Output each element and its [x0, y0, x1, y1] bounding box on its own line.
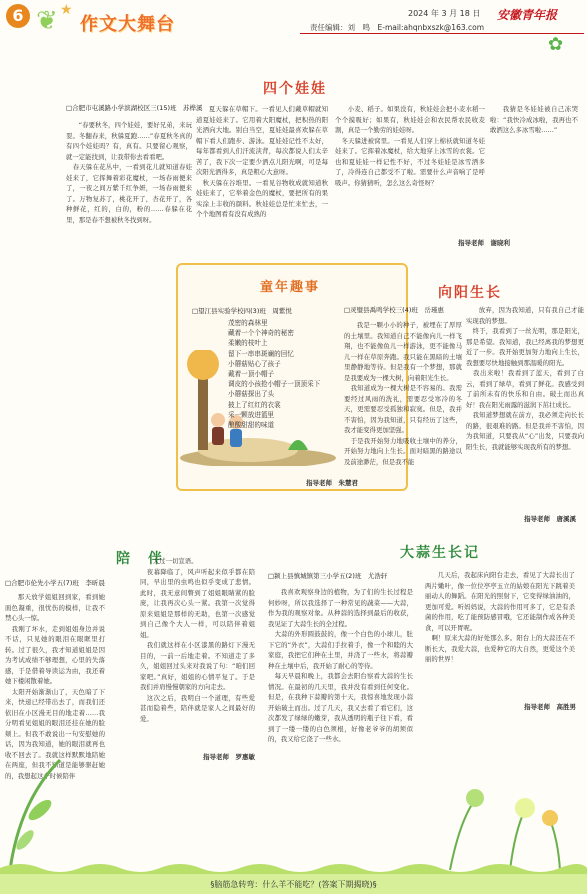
article-text: 我是一颗小小的种子，被埋在了厚厚的土壤里。我知道自己不能像向儿一样飞翔，也不能像鱼儿一样游泳，更不能像马儿一样在草原奔跑。我只能在黑暗的土壤里静静地等待。但是我有一个梦想，那就是我要成为一棵大树，向着阳光生长。 我知道成为一棵大树是不容易的。我需要经过风雨的洗礼，需要忍受寒冷的冬天，更需要忍受孤独和寂寞。但是，我并不害怕，因为我知道，只有经历了这些，我才能变得更加坚强。 于是我开始努力地吸收土壤中的养分，开始努力地向上生长。面对暗黑的路途以及前途渺茫，但是我不能 [344, 321, 462, 466]
poem-line: 酿酸甜甜的味道 [228, 421, 275, 430]
poem-line: 小蘑菇探出了头 [228, 390, 275, 399]
teacher-credit: 指导老师 高胜男 [524, 703, 576, 711]
poem-line: 小蘑菇贴心了孩子 [228, 359, 281, 368]
article-byline: □合肥市屯溪路小学滨湖校区三(15)班 苏桦溪 [66, 104, 203, 112]
poem-line: 采一颗放进篮里 [228, 410, 275, 419]
publication-date: 2024 年 3 月 18 日 [408, 9, 481, 18]
poem-line: 留下一串串斑斓的回忆 [228, 349, 294, 358]
teacher-credit: 指导老师 唐溪溪 [524, 515, 576, 523]
article-byline: □合肥市伦先小学五(7)班 李昕晨 [5, 579, 105, 587]
teacher-credit: 指导老师 朱慧君 [306, 479, 358, 487]
article-text: 几天后，我起床向阳台走去，看见了大蒜长出了两片嫩叶，像一位位亭亭玉立的姑娘在阳光下跳着美丽动人的舞蹈。在阳光的照射下，它变得绿油油的，更加可爱。听妈妈说，大蒜的作用可多了，它是有杀菌的作用，吃了能预防感冒哦，它还能制作成各种美食，可以开胃呢。 啊！原来大蒜的好处那么多。阳台上的大蒜还在不断长大，我爱大蒜，也爱种它的大自然，更爱这个美丽的世界！ [425, 571, 575, 663]
flower-icon: ✿ [548, 34, 564, 55]
poem-line: 戴着一顶小帽子 [228, 370, 275, 379]
poem-line: 披上了红红的衣裳 [228, 400, 281, 409]
flower-icon [430, 740, 585, 870]
article-title: 向阳生长 [438, 285, 502, 301]
poem-line: 茂密的森林里 [228, 319, 268, 327]
poem-line: 柔嫩的枝叶上 [228, 339, 268, 348]
article-text: 大过一切宣语。 夜幕降临了，风声听起来似乎都在陪同，早出里的虫鸣也似乎变成了悲情。此时，我无意间瞥到了姐姐眼睛紧的脸庞，让我再次心头一紧。我第一次觉得原来姐姐是那样的无助，也第一次感觉到自己像个大人一样，可以陪伴着姐姐。 我们就这样在小区漆黑的路灯下漫无目的，一前一后地走着。不知道走了多久，姐姐回过头来对我说了句：“咱们回家吧。”真好，姐姐的心情平复了。于是我们并肩慢慢朝家的方向走去。 这次之后，我明白一个道理，有些爱甚而隐着些，陪伴就是家人之间最好的爱。 [140, 557, 255, 723]
editor-line: 责任编辑：刘 鸣 E-mail:ahqnbxszk@163.com [310, 23, 485, 32]
header-divider [300, 33, 584, 34]
article-text: 小麦、稻子。如果没有，秋娃娃会把小麦水稻一个个摸吸好；如果有，秋娃娃会和农民帮农民收麦割，真是一个勤劳的娃娃呀。 冬天躲进被窝里。一看见人们穿上棉袄就知道冬娃娃来了。它挥着冰魔杖，给大地穿上冰雪的衣裳。它也和夏娃娃一样记性不好，不过冬娃娃是冰雪洒多了，冷得连自己都受不了啦。需要什么声音响了是呼吸声。你猜猜听，怎么这么奇怪呀？ [335, 105, 485, 187]
star-icon: ★ [60, 2, 73, 18]
teacher-credit: 指导老师 谢晓利 [458, 239, 510, 247]
leaf-icon: ❦ [36, 6, 58, 36]
footer-riddle: §脑筋急转弯：什么羊不能吃？(答案下期揭晓)§ [210, 880, 377, 889]
article-text: “春要秋冬，四个娃娃，要好兄弟，来玩耍。冬翻春来，秋躲夏跑……”春夏秋冬真的有四个娃娃吗？有，真有。只要留心观察，就一定能找到，让我带你去看看吧。 春天躲在花丛中，一看到花儿就知道春娃娃来了，它挥舞着彩花魔杖，一场春雨便来了，一夜之间万紫千红争妍，一场春雨便来了。万物复苏了，桃花开了，杏花开了，各种鲜花，红的，白的，粉的……春躲在花里，那是春不想被秋冬找到呀。 [66, 121, 192, 224]
article-text: 我喜欢观察身边的植物，为了们的生长过程是何妙呀，所以我选择了一种常见的蔬菜——大蒜，作为我的观察对象。从种蒜的选择到最后的收获，我见证了大蒜生长的全过程。 大蒜的外形圆鼓鼓的，像一个白色的小球儿，肚下它的“外衣”，大蒜们手拉着手，像一个和睦的大家庭，我把它们种在土里，并浇了一些水，将蒜瓣种在土壤中后，我开始了耐心的等待。 每天早晨和晚上，我都会去阳台察看大蒜的生长情况。在最初的几天里，我并没有看到任何变化。但是，在我种下蒜瓣的第十天，我惊喜地发现小蒜开始破土而出。过了几天，我又去看了看它们，这次都发了绿绿的嫩芽，我从透明的瓶子往下看，看到了一缕一缕的白色须根，好像老爷爷的胡须似的，我又给它浇了一些水。 [268, 588, 413, 743]
column-title: 作文大舞台 [80, 14, 175, 35]
article-title: 童年趣事 [259, 280, 320, 295]
article-text: 放弃，因为我知道，只有我自己才能实现我的梦想。 终于，我看到了一丝光明，那是阳光，那是希望。我知道，我已经离我的梦想更近了一步。我开始更加努力地向上生长，我想要尽快地接触到那温暖的阳光。 我出来啦！我看到了蓝天，看到了白云，看到了绿草，看到了鲜花。我感受到了前所未有的快乐和自由。破土而出真好！我在阳光雨露的滋润下茁壮成长。 我知道梦想就在前方，我必须走向长长的路，很艰难的路。但是我并不害怕，因为我知道，只要我从“心”出发，只要我向阳生长，我就能够实现我所有的梦想。 [466, 306, 584, 451]
leaf-icon [0, 740, 80, 870]
article-text: 那天放学姐姐回到家，看到她面色凝重，很忧伤的模样，让我不禁心头一惊。 我刚了坏水，走到姐姐身边并说不话，只见她的眼泪在眼眶里打转。过了很久，我才知道姐姐是因为考试成绩不够理想，心里的失落感，于是借着导读运为由，我还着她下楼闲散着她。 太阳开始渐渐山了，天色暗了下来，快递已经带出去了，而我们还依旧在小区漫无目的地走着……我分明看见姐姐的眼泪还挂在她的脸颊上。但我不敢说出一句安慰她的话，因为我知道，她的眼泪就再也收不回去了。我就这样默默地陪她在两座，但我不知道是能够驱赶她的，我想起这个时候陪伴 [5, 593, 105, 780]
article-text: 我猜是冬娃娃被自己冻哭啦：“我快冷成冰啦，我再也不敢洒这么多冰雪啦……” [490, 105, 578, 134]
newspaper-masthead: 安徽青年报 [497, 8, 558, 22]
article-byline: □望江县实验学校四(3)班 周紫悦 [192, 307, 292, 315]
article-title: 四个娃娃 [263, 81, 327, 97]
poem-line: 藏着一个个神奇的秘密 [228, 329, 294, 338]
poem-line: 调皮的小孩抢小帽子一顶顶采下 [228, 380, 321, 389]
article-title: 陪 伴 [116, 551, 164, 567]
teacher-credit: 指导老师 罗惠敏 [203, 753, 255, 761]
article-text: 夏天躲在草帽下。一看见人们戴草帽就知道夏娃娃来了。它用着大阳魔杖，把积热的阳光洒向大地。别白当空，夏娃娃最喜欢躲在草帽下看人们跑步、游泳。夏娃娃记性不太好，每年都看到人们汗流浃背，每次都说人们太辛苦了，我下次一定要少洒点儿阳光啊，可是每次阳光洒得多，真是粗心大意呀。 秋天躲在谷堆里。一看见谷物收成就知道秋娃娃来了，它举着金色的魔杖，要把所有的果实涂上丰收的颜料。秋娃娃总是忙来忙去，一个个地图看有没有成熟的 [196, 105, 328, 218]
article-byline: □灵璧县禹鸣学校三(4)班 岳瑾惠 [344, 306, 444, 314]
article-title: 大蒜生长记 [400, 545, 480, 561]
article-byline: □颍上县慎城镇第三小学五(2)班 尤浩轩 [268, 572, 388, 580]
poem-body [228, 318, 348, 430]
page-number: 6 [6, 4, 30, 28]
